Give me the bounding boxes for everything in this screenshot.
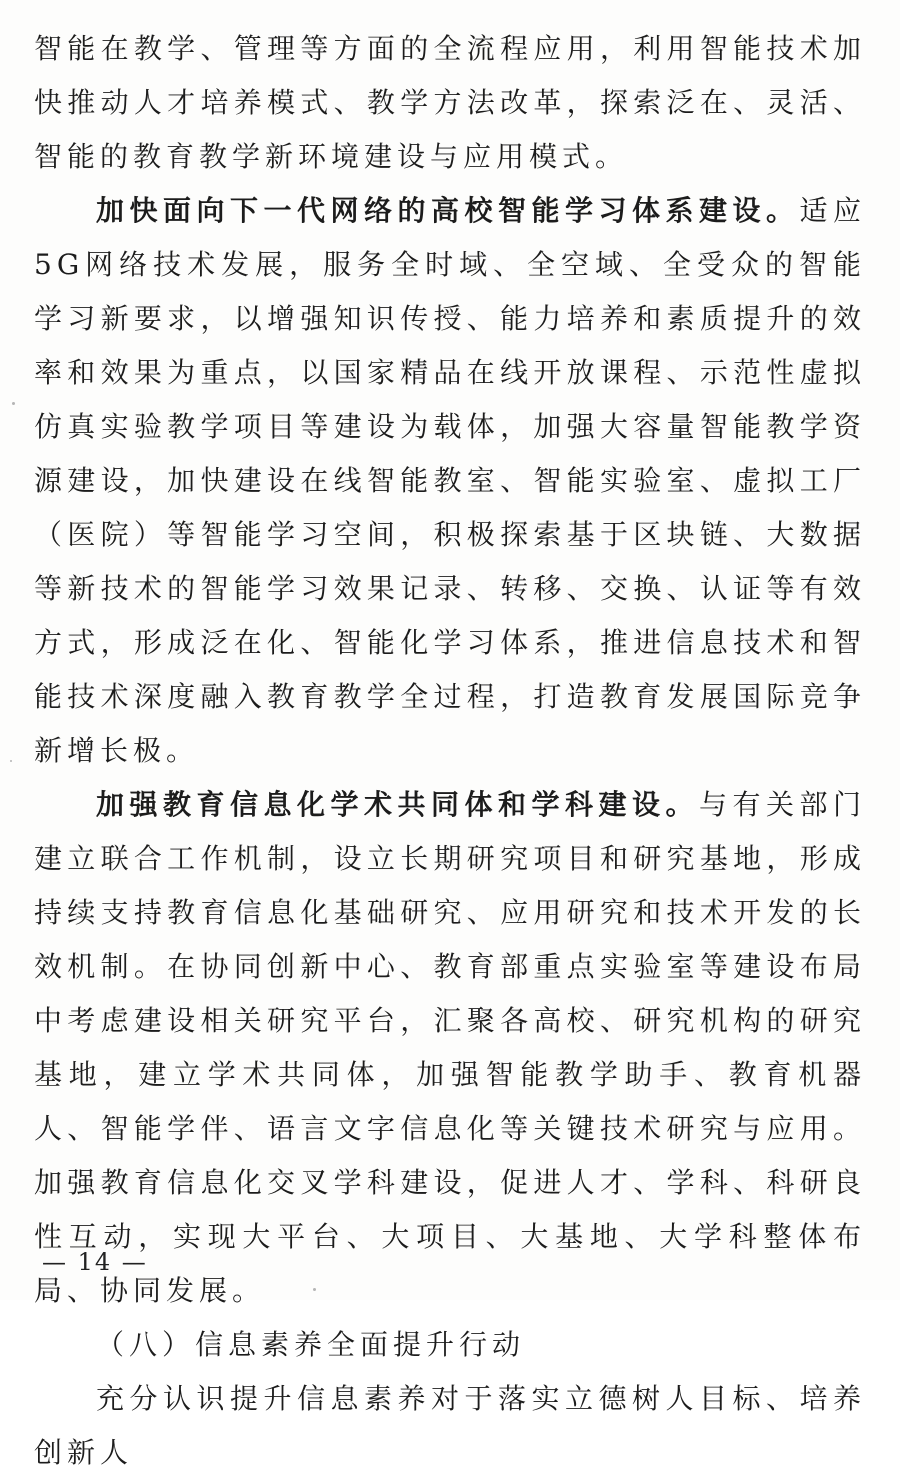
scan-speck: [12, 402, 15, 405]
document-body: [34, 22, 866, 1480]
paragraph-lead: 加快面向下一代网络的高校智能学习体系建设。: [96, 194, 800, 227]
paragraph-text: 充分认识提升信息素养对于落实立德树人目标、培养创新人: [34, 1382, 866, 1469]
paragraph-lead: 加强教育信息化学术共同体和学科建设。: [96, 788, 699, 821]
paragraph-text: 智能在教学、管理等方面的全流程应用，利用智能技术加快推动人才培养模式、教学方法改革，探索泛在、灵活、智能的教育教学新环境建设与应用模式。: [34, 32, 866, 173]
page-number: — 14 —: [42, 1248, 148, 1276]
paragraph-text: 适应5G网络技术发展，服务全时域、全空域、全受众的智能学习新要求，以增强知识传授、能力培养和素质提升的效率和效果为重点，以国家精品在线开放课程、示范性虚拟仿真实验教学项目等建设为载体，加强大容量智能教学资源建设，加快建设在线智能教室、智能实验室、虚拟工厂（医院）等智能学习空间，积极探索基于区块链、大数据等新技术的智能学习效果记录、转移、交换、认证等有效方式，形成泛在化、智能化学习体系，推进信息技术和智能技术深度融入教育教学全过程，打造教育发展国际竞争新增长极。: [34, 194, 866, 767]
section-heading: （八）信息素养全面提升行动: [96, 1328, 526, 1361]
paragraph-continuation: [34, 22, 866, 184]
scan-speck: [10, 760, 12, 762]
paragraph-information-literacy: [34, 1372, 866, 1480]
paragraph-academic-community: [34, 778, 866, 1318]
paragraph-network-learning-system: [34, 184, 866, 778]
scan-speck: [313, 1288, 316, 1291]
paragraph-text: 与有关部门建立联合工作机制，设立长期研究项目和研究基地，形成持续支持教育信息化基础研究、应用研究和技术开发的长效机制。在协同创新中心、教育部重点实验室等建设布局中考虑建设相关研究平台，汇聚各高校、研究机构的研究基地，建立学术共同体，加强智能教学助手、教育机器人、智能学伴、语言文字信息化等关键技术研究与应用。加强教育信息化交叉学科建设，促进人才、学科、科研良性互动，实现大平台、大项目、大基地、大学科整体布局、协同发展。: [34, 788, 866, 1307]
